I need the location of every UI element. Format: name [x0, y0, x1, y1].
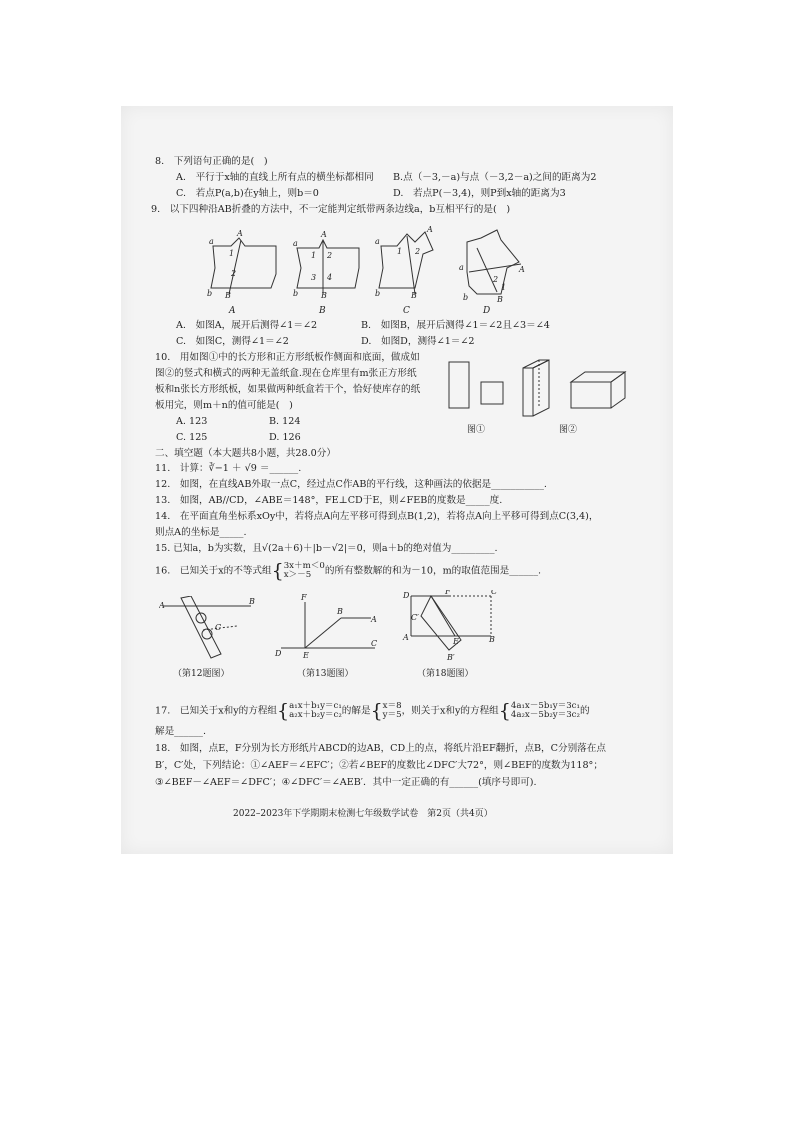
fig18-caption: （第18题图） — [417, 669, 474, 679]
q17-s1-row1: a₁x＋b₁y＝c₁ — [289, 701, 342, 711]
q17-text — [155, 702, 590, 720]
q16-row1: 3x＋m＜0 — [283, 561, 325, 571]
q16-brace: { — [271, 560, 284, 582]
q17-mid2: ，则关于x和y的方程组 — [401, 705, 499, 717]
page-footer: 2022–2023年下学期期末检测七年级数学试卷 第2页（共4页） — [233, 809, 493, 819]
q17-s2-row2: y＝5 — [382, 710, 402, 720]
q8-option-a: A. 平行于x轴的直线上所有点的横坐标都相同 — [176, 172, 374, 183]
q8-option-c: C. 若点P(a,b)在y轴上，则b＝0 — [176, 188, 319, 199]
q9-fig-label-a: A — [229, 306, 236, 316]
svg-text:F: F — [301, 594, 307, 602]
q18-line-1: 18. 如图，点E，F分别为长方形纸片ABCD的边AB，CD上的点，将纸片沿EF翻折，点B，C分别落在点 — [155, 743, 606, 754]
q8-stem: 8. 下列语句正确的是( ) — [155, 156, 268, 167]
q9-stem: 9. 以下四种沿AB折叠的方法中，不一定能判定纸带两条边线a，b互相平行的是( ) — [151, 204, 511, 215]
svg-text:1: 1 — [311, 251, 317, 260]
svg-text:E: E — [453, 637, 459, 646]
svg-text:b: b — [375, 289, 381, 298]
section-2-header: 二、填空题（本大题共8小题，共28.0分） — [155, 448, 336, 459]
q11-text: 11. 计算：∛−1 ＋ √9 ＝______. — [155, 463, 302, 474]
q17-post: 的 — [579, 705, 590, 717]
svg-text:C: C — [491, 590, 498, 596]
q17-brace-3: { — [498, 700, 511, 722]
fig13-caption: （第13题图） — [297, 669, 354, 679]
q12-text: 12. 如图，在直线AB外取一点C，经过点C作AB的平行线，这种画法的依据是___________. — [155, 479, 547, 490]
svg-text:a: a — [293, 239, 298, 248]
q10-line-1: 10. 用如图①中的长方形和正方形纸板作侧面和底面，做成如 — [155, 352, 420, 363]
svg-text:C: C — [215, 623, 222, 632]
q17-s3-row1: 4a₁x－5b₁y＝3c₁ — [510, 701, 580, 711]
svg-text:B′: B′ — [447, 653, 455, 662]
q17-pre: 17. 已知关于x和y的方程组 — [155, 705, 278, 717]
q17-s3-row2: 4a₂x－5b₂y＝3c₂ — [510, 710, 580, 720]
q10-option-a: A. 123 — [176, 416, 208, 427]
svg-text:b: b — [207, 289, 213, 298]
q13-figure — [271, 594, 381, 660]
q18-figure — [401, 590, 501, 662]
q9-folding-figures — [201, 224, 531, 316]
svg-text:A: A — [237, 229, 243, 238]
q17-mid1: 的解是 — [341, 705, 371, 717]
q10-line-2: 图②的竖式和横式的两种无盖纸盒.现在仓库里有m张正方形纸 — [155, 368, 417, 379]
svg-text:1: 1 — [397, 247, 403, 256]
svg-text:3: 3 — [311, 273, 317, 282]
svg-text:A: A — [403, 633, 409, 642]
svg-text:A: A — [427, 225, 433, 234]
svg-text:B: B — [337, 607, 343, 616]
q9-option-a: A. 如图A，展开后测得∠1＝∠2 — [176, 320, 318, 331]
q17-brace-2: { — [370, 700, 383, 722]
svg-text:4: 4 — [327, 273, 333, 282]
svg-text:D: D — [275, 649, 282, 658]
svg-text:a: a — [209, 237, 214, 246]
svg-text:E: E — [303, 651, 309, 660]
svg-text:C′: C′ — [411, 613, 419, 622]
svg-text:B: B — [321, 291, 327, 300]
svg-text:D: D — [403, 591, 410, 600]
svg-text:B: B — [497, 295, 503, 304]
q12-figure — [159, 596, 259, 660]
q10-fig2-caption: 图② — [559, 425, 578, 435]
q8-option-d: D. 若点P(－3,4)，则P到x轴的距离为3 — [393, 188, 566, 199]
q10-option-b: B. 124 — [269, 416, 301, 427]
q18-line-2: B′，C′处，下列结论：①∠AEF＝∠EFC′；②若∠BEF的度数比∠DFC′大72°，则∠BEF的度数为118°； — [155, 760, 603, 771]
q9-option-d: D. 如图D，测得∠1＝∠2 — [361, 336, 475, 347]
svg-text:A: A — [519, 265, 525, 274]
q9-fig-label-c: C — [403, 306, 410, 316]
q16-row2: x＞－5 — [283, 570, 312, 580]
svg-text:A: A — [371, 615, 377, 624]
svg-text:A: A — [321, 230, 327, 239]
q8-option-b: B.点（－3,－a)与点（－3,2－a)之间的距离为2 — [393, 172, 597, 183]
q10-box-figures — [445, 356, 667, 420]
svg-text:B: B — [489, 635, 495, 644]
svg-text:F: F — [445, 590, 451, 596]
svg-text:B: B — [411, 291, 417, 300]
q18-line-3: ③∠BEF－∠AEF＝∠DFC′；④∠DFC′＝∠AEB′．其中一定正确的有______(填序号即可). — [155, 777, 537, 788]
svg-text:C: C — [371, 639, 378, 648]
q17-brace-1: { — [277, 700, 290, 722]
svg-text:2: 2 — [415, 247, 421, 256]
q10-line-4: 板用完，则m＋n的值可能是( ) — [155, 400, 293, 411]
svg-text:b: b — [463, 293, 469, 302]
q10-option-c: C. 125 — [176, 432, 208, 443]
svg-text:A: A — [159, 601, 165, 610]
q17-line-2: 解是______. — [155, 726, 207, 737]
q17-system-2 — [383, 702, 402, 720]
svg-text:a: a — [459, 263, 464, 272]
q16-system — [284, 562, 325, 580]
q13-text: 13. 如图，AB//CD，∠ABE＝148°，FE⊥CD于E，则∠FEB的度数是_____度. — [155, 495, 503, 506]
q14-text-line-2: 则点A的坐标是_____. — [155, 527, 247, 538]
svg-text:2: 2 — [327, 251, 333, 260]
q9-option-c: C. 如图C，测得∠1＝∠2 — [176, 336, 289, 347]
q10-line-3: 板和n张长方形纸板，如果做两种纸盒若干个，恰好使库存的纸 — [155, 384, 421, 395]
svg-text:b: b — [293, 289, 299, 298]
q15-text: 15. 已知a，b为实数，且√(2a＋6)＋|b－√2|＝0，则a＋b的绝对值为_________. — [155, 543, 498, 554]
svg-text:B: B — [225, 291, 231, 300]
svg-text:1: 1 — [501, 283, 507, 292]
svg-text:a: a — [375, 237, 380, 246]
q10-option-d: D. 126 — [269, 432, 301, 443]
svg-text:2: 2 — [493, 275, 499, 284]
q17-s1-row2: a₂x＋b₂y＝c₂ — [289, 710, 342, 720]
q9-option-b: B. 如图B，展开后测得∠1＝∠2且∠3＝∠4 — [361, 320, 550, 331]
q10-fig1-caption: 图① — [467, 425, 486, 435]
q17-s2-row1: x＝8 — [382, 701, 402, 711]
svg-text:B: B — [249, 597, 255, 606]
scanned-exam-page — [121, 106, 673, 854]
q16-text — [155, 562, 541, 580]
fig12-caption: （第12题图） — [173, 669, 230, 679]
q16-pre: 16. 已知关于x的不等式组 — [155, 565, 272, 577]
q9-fig-label-d: D — [483, 306, 491, 316]
q14-text-line-1: 14. 在平面直角坐标系xOy中，若将点A向左平移可得到点B(1,2)，若将点A向上平移可得到点C(3,4)， — [155, 511, 599, 522]
svg-text:2: 2 — [231, 269, 237, 278]
q17-system-3 — [511, 702, 580, 720]
q9-fig-label-b: B — [319, 306, 326, 316]
svg-text:1: 1 — [229, 249, 235, 258]
q16-post: 的所有整数解的和为－10，m的取值范围是______. — [324, 565, 542, 577]
q17-system-1 — [289, 702, 342, 720]
